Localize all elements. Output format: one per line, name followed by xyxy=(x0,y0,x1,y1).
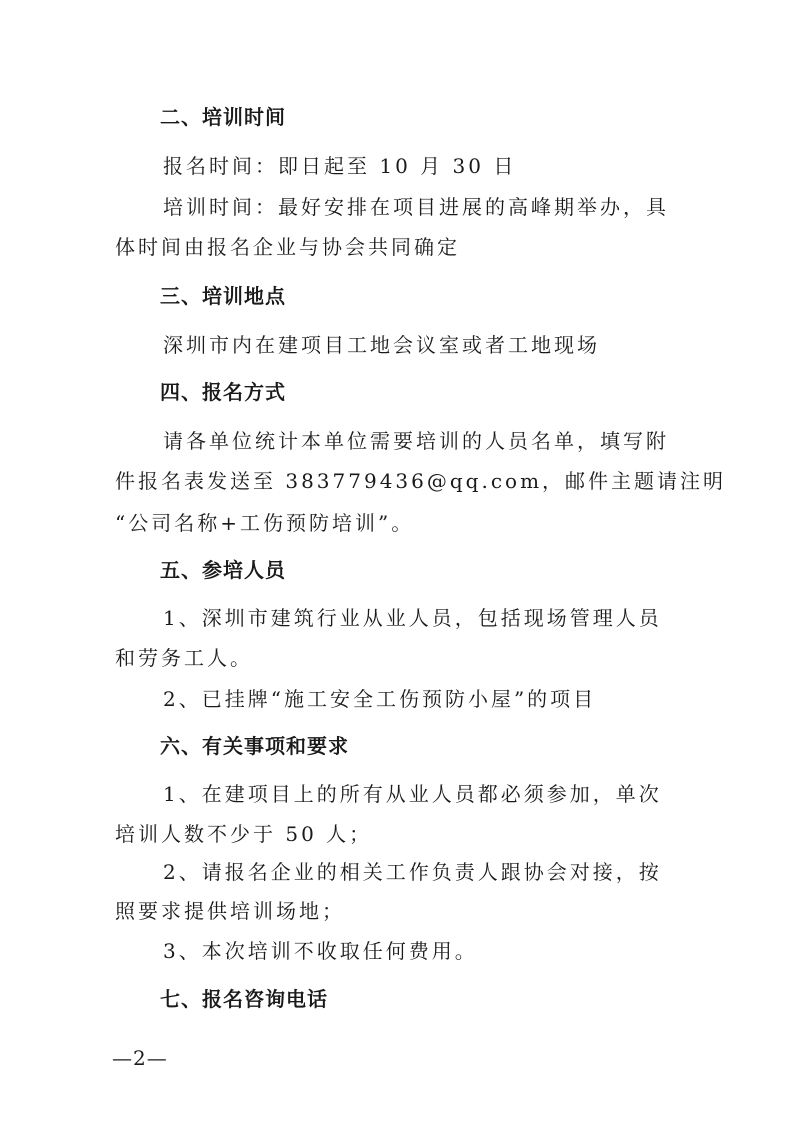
page-number: —2— xyxy=(112,1046,168,1070)
section-heading-training-location: 三、培训地点 xyxy=(160,284,286,308)
paragraph-line: “公司名称+工伤预防培训”。 xyxy=(115,511,415,535)
paragraph-line: 1、深圳市建筑行业从业人员，包括现场管理人员 xyxy=(163,606,662,630)
paragraph-line: 2、请报名企业的相关工作负责人跟协会对接，按 xyxy=(163,860,662,884)
paragraph-line: 件报名表发送至 383779436@qq.com，邮件主题请注明 xyxy=(115,469,727,493)
paragraph-line: 培训时间：最好安排在项目进展的高峰期举办，具 xyxy=(163,195,669,219)
paragraph-line: 照要求提供培训场地； xyxy=(115,899,345,923)
paragraph-line: 3、本次培训不收取任何费用。 xyxy=(163,939,478,963)
section-heading-participants: 五、参培人员 xyxy=(160,558,286,582)
paragraph-line: 和劳务工人。 xyxy=(115,646,253,670)
section-heading-registration-method: 四、报名方式 xyxy=(160,380,286,404)
section-heading-requirements: 六、有关事项和要求 xyxy=(160,734,349,758)
section-heading-training-time: 二、培训时间 xyxy=(160,105,286,129)
paragraph-line: 深圳市内在建项目工地会议室或者工地现场 xyxy=(163,333,600,357)
section-heading-contact-phone: 七、报名咨询电话 xyxy=(160,987,328,1011)
paragraph-line: 体时间由报名企业与协会共同确定 xyxy=(115,235,460,259)
paragraph-line: 培训人数不少于 50 人； xyxy=(115,822,373,846)
paragraph-line: 1、在建项目上的所有从业人员都必须参加，单次 xyxy=(163,782,662,806)
paragraph-line: 报名时间：即日起至 10 月 30 日 xyxy=(163,154,517,178)
paragraph-line: 请各单位统计本单位需要培训的人员名单，填写附 xyxy=(163,429,669,453)
paragraph-line: 2、已挂牌“施工安全工伤预防小屋”的项目 xyxy=(163,687,597,711)
